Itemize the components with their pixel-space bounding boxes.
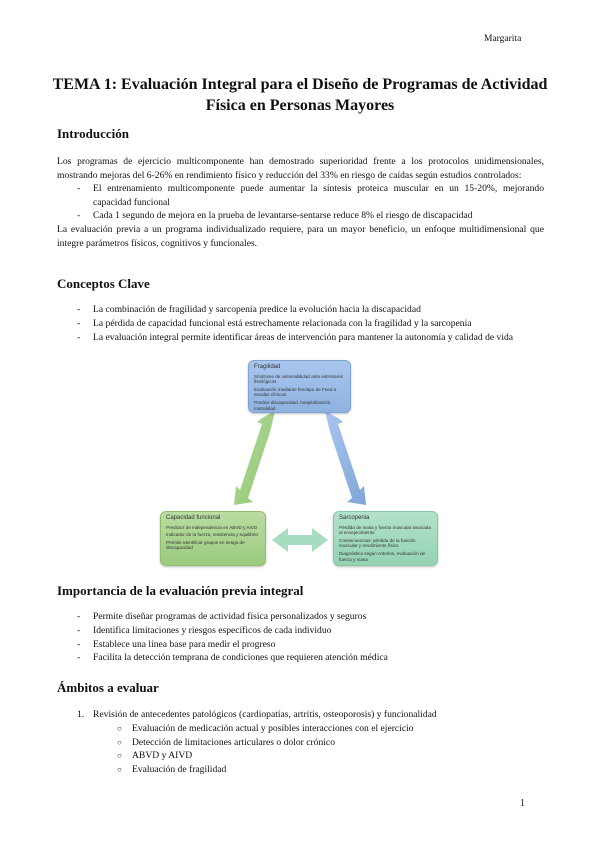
- list-item-text: Detección de limitaciones articulares o dolor crónico: [132, 736, 335, 748]
- box-title: Fragilidad: [254, 364, 281, 370]
- heading-ambitos: Ámbitos a evaluar: [57, 680, 159, 695]
- heading-introduccion: Introducción: [57, 126, 129, 141]
- title-line-2: Física en Personas Mayores: [205, 97, 395, 114]
- list-item: - Establece una línea base para medir el progreso: [77, 638, 276, 650]
- intro-paragraph-1: Los programas de ejercicio multicomponente han demostrado superioridad frente a los protocolos unidimensionales, mostrando mejoras del 6-26% en rendimiento físico y reducción del 33% en riesgo de caídas según estudios controlados:: [57, 156, 544, 181]
- box-item: Consecuencias: pérdida de la función muscular y rendimiento físico: [339, 537, 416, 549]
- list-item-text: La pérdida de capacidad funcional está estrechamente relacionada con la fragilidad y la sarcopenia: [93, 317, 472, 329]
- list-item-text: La combinación de fragilidad y sarcopenia predice la evolución hacia la discapacidad: [93, 304, 421, 315]
- box-item: Síndrome de vulnerabilidad ante estresores fisiológicos: [254, 373, 343, 385]
- box-title: Sarcopenia: [339, 515, 370, 521]
- diagram-box-fragilidad: [248, 360, 351, 413]
- diagram-box-capacidad-funcional: [160, 511, 266, 566]
- double-arrow-fragilidad-capacidad: [234, 411, 275, 505]
- importance-list: [57, 610, 544, 665]
- box-item: Indicador de la fuerza, resistencia y equilibrio: [166, 532, 258, 538]
- sub-item: ○ Evaluación de medicación actual y posibles interacciones con el ejercicio: [117, 722, 414, 734]
- list-item: - Permite diseñar programas de actividad física personalizados y seguros: [77, 611, 367, 622]
- intro-paragraph-2: La evaluación previa a un programa individualizado requiere, para un mayor beneficio, un enfoque multidimensional que integre parámetros físicos, cognitivos y funcionales.: [57, 223, 544, 249]
- list-item-text: Permite diseñar programas de actividad física personalizados y seguros: [93, 611, 367, 622]
- sub-item: ○ Detección de limitaciones articulares o dolor crónico: [117, 736, 335, 748]
- scope-list: [57, 708, 544, 777]
- list-item-text: El entrenamiento multicomponente puede aumentar la síntesis proteica muscular en un 15-20%, mejorando capacidad funcional: [93, 183, 544, 208]
- item-number: 1.: [77, 709, 85, 720]
- box-item: Pérdida de masa y fuerza muscular asociada al envejecimiento: [339, 524, 431, 536]
- double-arrow-capacidad-sarcopenia: [272, 528, 328, 552]
- list-item-text: Evaluación de fragilidad: [132, 764, 227, 776]
- list-item: - La combinación de fragilidad y sarcopenia predice la evolución hacia la discapacidad: [77, 304, 421, 315]
- numbered-item: [57, 708, 544, 722]
- sub-item: ○ Evaluación de fragilidad: [117, 764, 227, 776]
- page-number: 1: [520, 798, 525, 809]
- list-item: - La pérdida de capacidad funcional está estrechamente relacionada con la fragilidad y la sarcopenia: [77, 317, 472, 329]
- list-item: - Facilita la detección temprana de condiciones que requieren atención médica: [77, 652, 388, 664]
- box-item: Evaluación mediante fenotipo de Fried o escalas clínicas: [254, 386, 337, 398]
- heading-importancia: Importancia de la evaluación previa integral: [57, 583, 304, 598]
- box-item: Predice discapacidad, hospitalización, mortalidad: [254, 399, 332, 411]
- list-item-text: Evaluación de medicación actual y posibles interacciones con el ejercicio: [132, 722, 414, 734]
- list-item: - Identifica limitaciones y riesgos específicos de cada individuo: [77, 624, 332, 636]
- list-item-text: Cada 1 segundo de mejora en la prueba de levantarse-sentarse reduce 8% el riesgo de discapacidad: [93, 210, 473, 222]
- heading-conceptos-clave: Conceptos Clave: [57, 276, 150, 291]
- box-item: Predictor de independencia en ABVD y AIVD: [166, 524, 258, 530]
- sub-item: ○ ABVD y AIVD: [117, 750, 193, 762]
- header-author: Margarita: [484, 34, 522, 44]
- list-item-text: Identifica limitaciones y riesgos específicos de cada individuo: [93, 624, 332, 636]
- diagram-box-sarcopenia: [333, 511, 438, 566]
- double-arrow-fragilidad-sarcopenia: [325, 411, 366, 505]
- list-item: - Cada 1 segundo de mejora en la prueba de levantarse-sentarse reduce 8% el riesgo de discapacidad: [77, 210, 473, 222]
- list-item-text: Facilita la detección temprana de condiciones que requieren atención médica: [93, 652, 388, 664]
- list-item-text: Establece una línea base para medir el progreso: [93, 638, 276, 650]
- title-line-1: TEMA 1: Evaluación Integral para el Diseño de Programas de Actividad: [52, 76, 548, 93]
- box-title: Capacidad funcional: [166, 515, 221, 521]
- box-item: Diagnóstico según criterios, evaluación de fuerza y masa: [339, 550, 426, 562]
- list-item-text: ABVD y AIVD: [132, 750, 193, 762]
- list-item-text: Revisión de antecedentes patológicos (cardiopatías, artritis, osteoporosis) y funcionalidad: [93, 709, 437, 720]
- list-item-text: La evaluación integral permite identificar áreas de intervención para mantener la autonomía y calidad de vida: [93, 331, 514, 343]
- list-item: - La evaluación integral permite identificar áreas de intervención para mantener la autonomía y calidad de vida: [77, 331, 514, 343]
- box-item: Permite identificar grupos en riesgo de discapacidad: [166, 539, 245, 551]
- list-item: - El entrenamiento multicomponente puede aumentar la síntesis proteica muscular en un 15-20%, mejorando capacidad funcional: [77, 183, 544, 208]
